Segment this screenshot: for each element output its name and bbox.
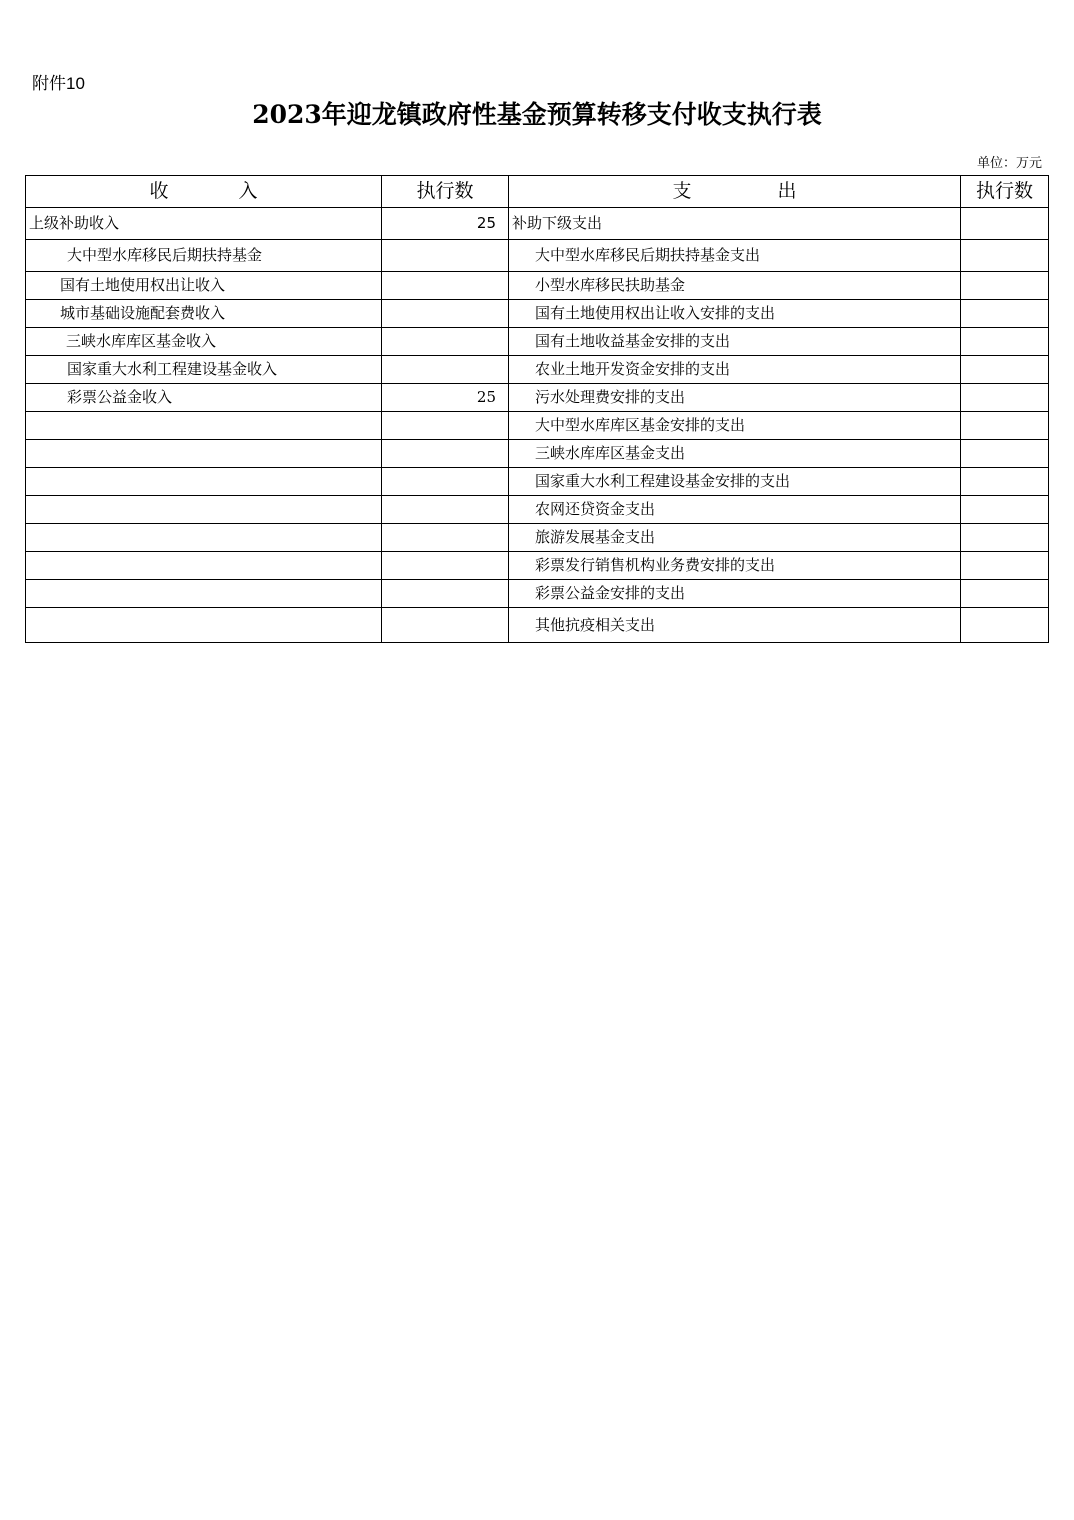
table-row	[26, 440, 1049, 468]
budget-table	[25, 175, 1049, 643]
income-amount	[382, 440, 509, 468]
income-item	[26, 552, 382, 580]
income-item: 国有土地使用权出让收入	[26, 272, 382, 300]
expense-item: 国家重大水利工程建设基金安排的支出	[509, 468, 961, 496]
table-row	[26, 356, 1049, 384]
expense-amount	[961, 356, 1049, 384]
income-amount	[382, 240, 509, 272]
expense-amount	[961, 328, 1049, 356]
expense-amount	[961, 384, 1049, 412]
table-row	[26, 608, 1049, 643]
header-expense-amount: 执行数	[961, 176, 1049, 208]
income-item	[26, 608, 382, 643]
expense-amount	[961, 300, 1049, 328]
table-row	[26, 300, 1049, 328]
expense-amount	[961, 272, 1049, 300]
income-item: 大中型水库移民后期扶持基金	[26, 240, 382, 272]
expense-item: 农业土地开发资金安排的支出	[509, 356, 961, 384]
table-row	[26, 552, 1049, 580]
table-row	[26, 240, 1049, 272]
income-amount	[382, 496, 509, 524]
page-title: 2023年迎龙镇政府性基金预算转移支付收支执行表	[252, 100, 822, 129]
income-amount: 25	[382, 384, 509, 412]
table-header-row	[26, 176, 1049, 208]
income-item	[26, 524, 382, 552]
section-row	[26, 208, 1049, 240]
expense-amount	[961, 240, 1049, 272]
header-income	[26, 176, 382, 208]
income-amount	[382, 412, 509, 440]
expense-item: 三峡水库库区基金支出	[509, 440, 961, 468]
section-income-amount: 25	[382, 208, 509, 240]
income-amount	[382, 552, 509, 580]
income-amount	[382, 468, 509, 496]
income-item	[26, 496, 382, 524]
expense-amount	[961, 412, 1049, 440]
income-item: 国家重大水利工程建设基金收入	[26, 356, 382, 384]
expense-amount	[961, 468, 1049, 496]
expense-item: 彩票发行销售机构业务费安排的支出	[509, 552, 961, 580]
expense-amount	[961, 608, 1049, 643]
table-row	[26, 524, 1049, 552]
income-amount	[382, 300, 509, 328]
header-expense-char-1: 支	[672, 180, 692, 202]
expense-amount	[961, 524, 1049, 552]
header-income-char-1: 收	[149, 180, 169, 202]
expense-item: 国有土地使用权出让收入安排的支出	[509, 300, 961, 328]
header-income-char-2: 入	[238, 180, 258, 202]
expense-item: 国有土地收益基金安排的支出	[509, 328, 961, 356]
expense-item: 旅游发展基金支出	[509, 524, 961, 552]
expense-amount	[961, 440, 1049, 468]
table-row	[26, 384, 1049, 412]
income-item	[26, 468, 382, 496]
expense-item: 其他抗疫相关支出	[509, 608, 961, 643]
income-amount	[382, 356, 509, 384]
table-row	[26, 468, 1049, 496]
expense-amount	[961, 552, 1049, 580]
income-amount	[382, 272, 509, 300]
expense-amount	[961, 580, 1049, 608]
income-item: 三峡水库库区基金收入	[26, 328, 382, 356]
table-row	[26, 496, 1049, 524]
table-row	[26, 328, 1049, 356]
table-row	[26, 272, 1049, 300]
income-item	[26, 580, 382, 608]
header-expense	[509, 176, 961, 208]
expense-item: 小型水库移民扶助基金	[509, 272, 961, 300]
unit-label: 单位：万元	[976, 156, 1042, 171]
header-expense-char-2: 出	[777, 180, 797, 202]
income-amount	[382, 608, 509, 643]
section-expense-amount	[961, 208, 1049, 240]
expense-amount	[961, 496, 1049, 524]
attachment-label: 附件10	[32, 74, 85, 93]
income-item	[26, 440, 382, 468]
income-amount	[382, 524, 509, 552]
header-income-amount: 执行数	[382, 176, 509, 208]
section-expense-label: 补助下级支出	[509, 208, 961, 240]
table-row	[26, 412, 1049, 440]
table-row	[26, 580, 1049, 608]
income-amount	[382, 580, 509, 608]
income-item: 彩票公益金收入	[26, 384, 382, 412]
expense-item: 大中型水库库区基金安排的支出	[509, 412, 961, 440]
income-amount	[382, 328, 509, 356]
expense-item: 污水处理费安排的支出	[509, 384, 961, 412]
section-income-label: 上级补助收入	[26, 208, 382, 240]
expense-item: 大中型水库移民后期扶持基金支出	[509, 240, 961, 272]
expense-item: 彩票公益金安排的支出	[509, 580, 961, 608]
income-item: 城市基础设施配套费收入	[26, 300, 382, 328]
expense-item: 农网还贷资金支出	[509, 496, 961, 524]
income-item	[26, 412, 382, 440]
